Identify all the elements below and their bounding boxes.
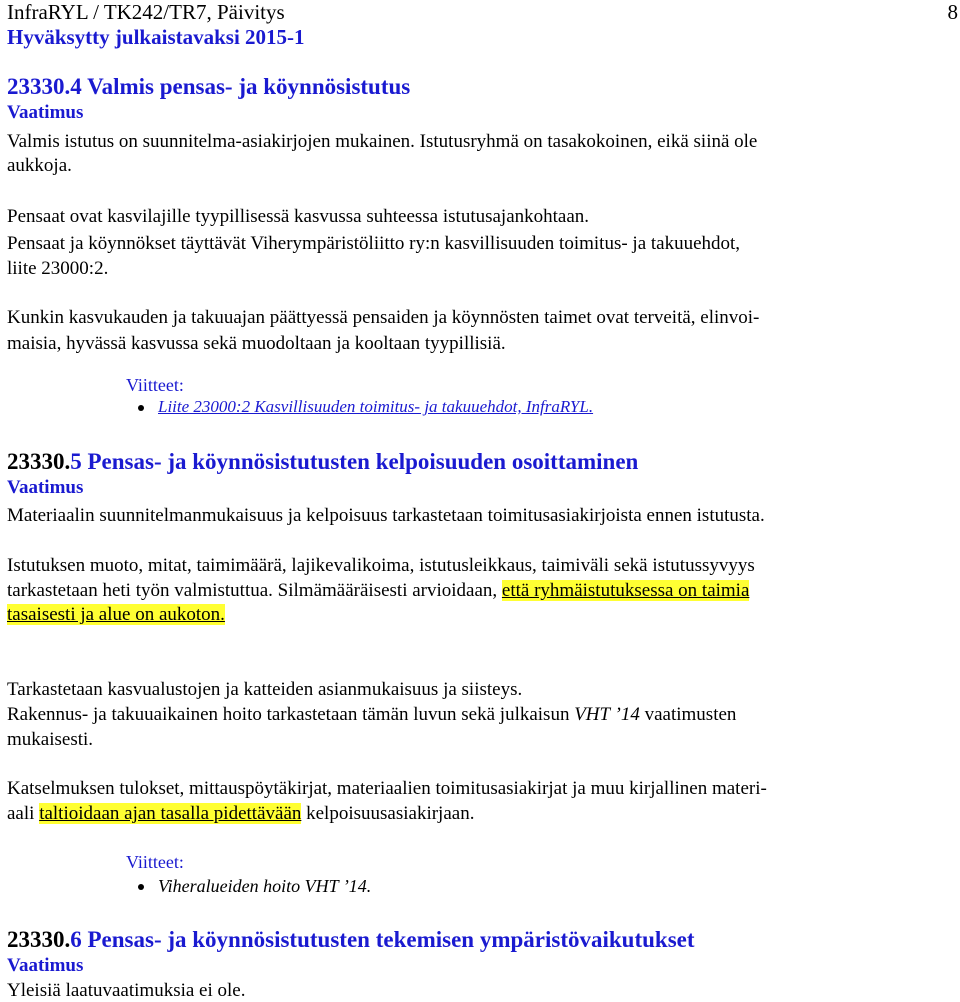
text-run: kelpoisuusasiakirjaan. — [301, 803, 475, 824]
text-run: aali — [7, 803, 40, 824]
section-title: 6 Pensas- ja köynnösistutusten tekemisen ympäristövaikutukset — [70, 927, 695, 952]
paragraph-line: mukaisesti. — [7, 729, 94, 750]
document-header-title: InfraRYL / TK242/TR7, Päivitys — [7, 0, 285, 24]
paragraph-line — [7, 803, 474, 825]
section-heading-4 — [7, 74, 410, 100]
requirement-label: Vaatimus — [7, 477, 84, 498]
page-number: 8 — [947, 0, 958, 24]
requirement-label: Vaatimus — [7, 955, 84, 976]
paragraph-line: liite 23000:2. — [7, 258, 109, 279]
bullet-icon — [138, 405, 144, 411]
paragraph-line — [7, 604, 225, 626]
paragraph: Materiaalin suunnitelmanmukaisuus ja kelpoisuus tarkastetaan toimitusasiakirjoista ennen istutusta. — [7, 505, 765, 526]
paragraph: Pensaat ovat kasvilajille tyypillisessä kasvussa suhteessa istutusajankohtaan. — [7, 206, 590, 227]
references-label: Viitteet: — [126, 375, 184, 395]
section-number: 23330. — [7, 927, 71, 952]
bullet-icon — [138, 884, 144, 890]
paragraph-line: Katselmuksen tulokset, mittauspöytäkirjat, materiaalien toimitusasiakirjat ja muu kirjallinen materi- — [7, 778, 767, 799]
publication-name: VHT ’14 — [574, 704, 640, 725]
paragraph-line: Pensaat ja köynnökset täyttävät Viherympäristöliitto ry:n kasvillisuuden toimitus- ja takuuehdot, — [7, 233, 741, 254]
paragraph-line: maisia, hyvässä kasvussa sekä muodoltaan ja kooltaan tyypillisiä. — [7, 333, 506, 354]
highlighted-text: taltioidaan ajan tasalla pidettävään — [39, 803, 302, 824]
requirement-label: Vaatimus — [7, 102, 84, 123]
section-number: 23330.4 — [7, 74, 82, 99]
text-run: vaatimusten — [639, 704, 737, 725]
text-run: tarkastetaan heti työn valmistuttua. Silmämääräisesti arvioidaan, — [7, 580, 502, 601]
section-heading-5 — [7, 449, 638, 475]
paragraph: Tarkastetaan kasvualustojen ja katteiden asianmukaisuus ja siisteys. — [7, 679, 523, 700]
highlighted-text: tasaisesti ja alue on aukoton. — [7, 604, 225, 625]
paragraph-line: Valmis istutus on suunnitelma-asiakirjojen mukainen. Istutusryhmä on tasakokoinen, eikä siinä ole — [7, 131, 758, 152]
paragraph-line: Kunkin kasvukauden ja takuuajan päättyessä pensaiden ja köynnösten taimet ovat terveitä, elinvoi- — [7, 307, 760, 328]
text-run: Rakennus- ja takuuaikainen hoito tarkastetaan tämän luvun sekä julkaisun — [7, 704, 575, 725]
section-heading-6 — [7, 927, 695, 953]
paragraph: Yleisiä laatuvaatimuksia ei ole. — [7, 980, 246, 1001]
document-header-status: Hyväksytty julkaistavaksi 2015-1 — [7, 25, 305, 49]
paragraph-line — [7, 704, 736, 726]
paragraph-line: Istutuksen muoto, mitat, taimimäärä, lajikevalikoima, istutusleikkaus, taimiväli sekä istutussyvyys — [7, 555, 755, 576]
paragraph-line — [7, 580, 749, 602]
section-title: Valmis pensas- ja köynnösistutus — [81, 74, 411, 99]
references-label: Viitteet: — [126, 852, 184, 872]
section-number: 23330. — [7, 449, 71, 474]
highlighted-text: että ryhmäistutuksessa on taimia — [501, 580, 750, 601]
reference-item: Viheralueiden hoito VHT ’14. — [158, 876, 372, 896]
reference-link[interactable]: Liite 23000:2 Kasvillisuuden toimitus- ja takuuehdot, InfraRYL. — [158, 397, 594, 416]
section-title: 5 Pensas- ja köynnösistutusten kelpoisuuden osoittaminen — [70, 449, 639, 474]
paragraph-line: aukkoja. — [7, 155, 72, 176]
